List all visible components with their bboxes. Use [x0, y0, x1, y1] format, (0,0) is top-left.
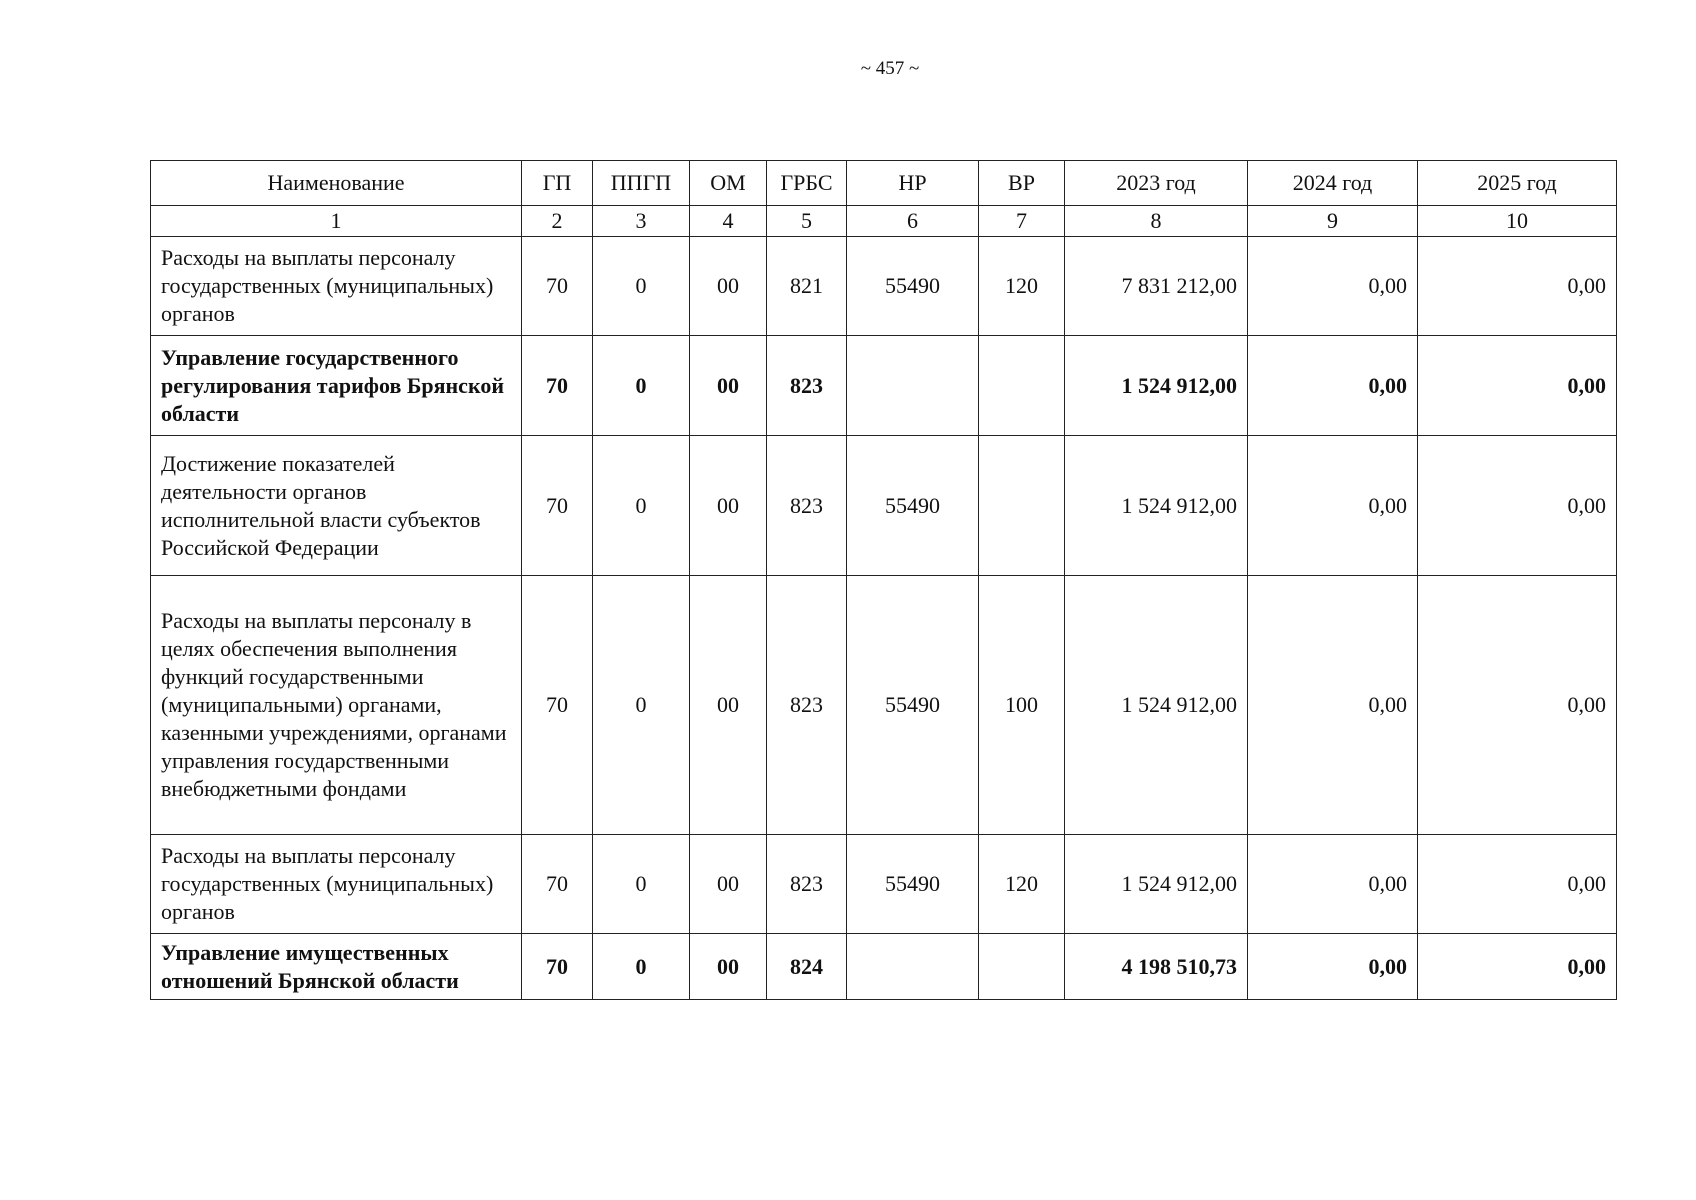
table-row — [151, 237, 1617, 336]
cell-vr: 120 — [979, 835, 1065, 934]
cell-gp: 70 — [522, 336, 593, 436]
cell-2024: 0,00 — [1248, 934, 1418, 1000]
cell-nr: 55490 — [847, 436, 979, 576]
header-name: Наименование — [151, 161, 522, 206]
column-number: 3 — [593, 206, 690, 237]
cell-2024: 0,00 — [1248, 576, 1418, 835]
cell-gp: 70 — [522, 237, 593, 336]
cell-gp: 70 — [522, 436, 593, 576]
cell-2025: 0,00 — [1418, 336, 1617, 436]
cell-2024: 0,00 — [1248, 835, 1418, 934]
table-row — [151, 336, 1617, 436]
cell-2023: 1 524 912,00 — [1065, 336, 1248, 436]
cell-2023: 4 198 510,73 — [1065, 934, 1248, 1000]
cell-2025: 0,00 — [1418, 835, 1617, 934]
header-2025: 2025 год — [1418, 161, 1617, 206]
column-number: 10 — [1418, 206, 1617, 237]
cell-grbs: 821 — [767, 237, 847, 336]
cell-om: 00 — [690, 934, 767, 1000]
page-number: ~ 457 ~ — [860, 58, 920, 79]
row-name: Достижение показателей деятельности органов исполнительной власти субъектов Российской Федерации — [151, 436, 522, 576]
cell-2023: 7 831 212,00 — [1065, 237, 1248, 336]
cell-nr — [847, 934, 979, 1000]
cell-nr — [847, 336, 979, 436]
cell-2025: 0,00 — [1418, 436, 1617, 576]
cell-om: 00 — [690, 336, 767, 436]
row-name: Расходы на выплаты персоналу в целях обеспечения выполнения функций государственными (муниципальными) органами, казенными учреждениями, органами управления государственными внебюджетными фондами — [151, 576, 522, 835]
cell-vr: 120 — [979, 237, 1065, 336]
column-number: 1 — [151, 206, 522, 237]
column-number: 2 — [522, 206, 593, 237]
row-name: Управление государственного регулирования тарифов Брянской области — [151, 336, 522, 436]
cell-grbs: 823 — [767, 336, 847, 436]
cell-nr: 55490 — [847, 576, 979, 835]
header-nr: НР — [847, 161, 979, 206]
header-gp: ГП — [522, 161, 593, 206]
cell-grbs: 823 — [767, 835, 847, 934]
cell-om: 00 — [690, 436, 767, 576]
cell-2023: 1 524 912,00 — [1065, 436, 1248, 576]
cell-vr: 100 — [979, 576, 1065, 835]
cell-vr — [979, 336, 1065, 436]
cell-gp: 70 — [522, 576, 593, 835]
cell-om: 00 — [690, 237, 767, 336]
cell-ppgp: 0 — [593, 436, 690, 576]
column-number: 6 — [847, 206, 979, 237]
header-ppgp: ППГП — [593, 161, 690, 206]
cell-gp: 70 — [522, 835, 593, 934]
table-row — [151, 835, 1617, 934]
cell-grbs: 824 — [767, 934, 847, 1000]
column-number: 4 — [690, 206, 767, 237]
column-number-row — [151, 206, 1617, 237]
cell-vr — [979, 436, 1065, 576]
header-row — [151, 161, 1617, 206]
column-number: 5 — [767, 206, 847, 237]
header-grbs: ГРБС — [767, 161, 847, 206]
cell-2023: 1 524 912,00 — [1065, 576, 1248, 835]
cell-ppgp: 0 — [593, 237, 690, 336]
cell-2025: 0,00 — [1418, 934, 1617, 1000]
cell-om: 00 — [690, 576, 767, 835]
cell-ppgp: 0 — [593, 336, 690, 436]
cell-om: 00 — [690, 835, 767, 934]
cell-2025: 0,00 — [1418, 237, 1617, 336]
cell-gp: 70 — [522, 934, 593, 1000]
table-row — [151, 934, 1617, 1000]
row-name: Управление имущественных отношений Брянской области — [151, 934, 522, 1000]
cell-2024: 0,00 — [1248, 237, 1418, 336]
column-number: 8 — [1065, 206, 1248, 237]
cell-vr — [979, 934, 1065, 1000]
cell-2024: 0,00 — [1248, 336, 1418, 436]
header-om: ОМ — [690, 161, 767, 206]
cell-ppgp: 0 — [593, 576, 690, 835]
cell-grbs: 823 — [767, 436, 847, 576]
header-vr: ВР — [979, 161, 1065, 206]
cell-2023: 1 524 912,00 — [1065, 835, 1248, 934]
cell-nr: 55490 — [847, 237, 979, 336]
header-2023: 2023 год — [1065, 161, 1248, 206]
cell-2024: 0,00 — [1248, 436, 1418, 576]
cell-2025: 0,00 — [1418, 576, 1617, 835]
cell-ppgp: 0 — [593, 835, 690, 934]
cell-nr: 55490 — [847, 835, 979, 934]
budget-table — [150, 160, 1617, 1000]
column-number: 7 — [979, 206, 1065, 237]
cell-ppgp: 0 — [593, 934, 690, 1000]
table-row — [151, 436, 1617, 576]
row-name: Расходы на выплаты персоналу государственных (муниципальных) органов — [151, 835, 522, 934]
column-number: 9 — [1248, 206, 1418, 237]
header-2024: 2024 год — [1248, 161, 1418, 206]
cell-grbs: 823 — [767, 576, 847, 835]
row-name: Расходы на выплаты персоналу государственных (муниципальных) органов — [151, 237, 522, 336]
table-row — [151, 576, 1617, 835]
